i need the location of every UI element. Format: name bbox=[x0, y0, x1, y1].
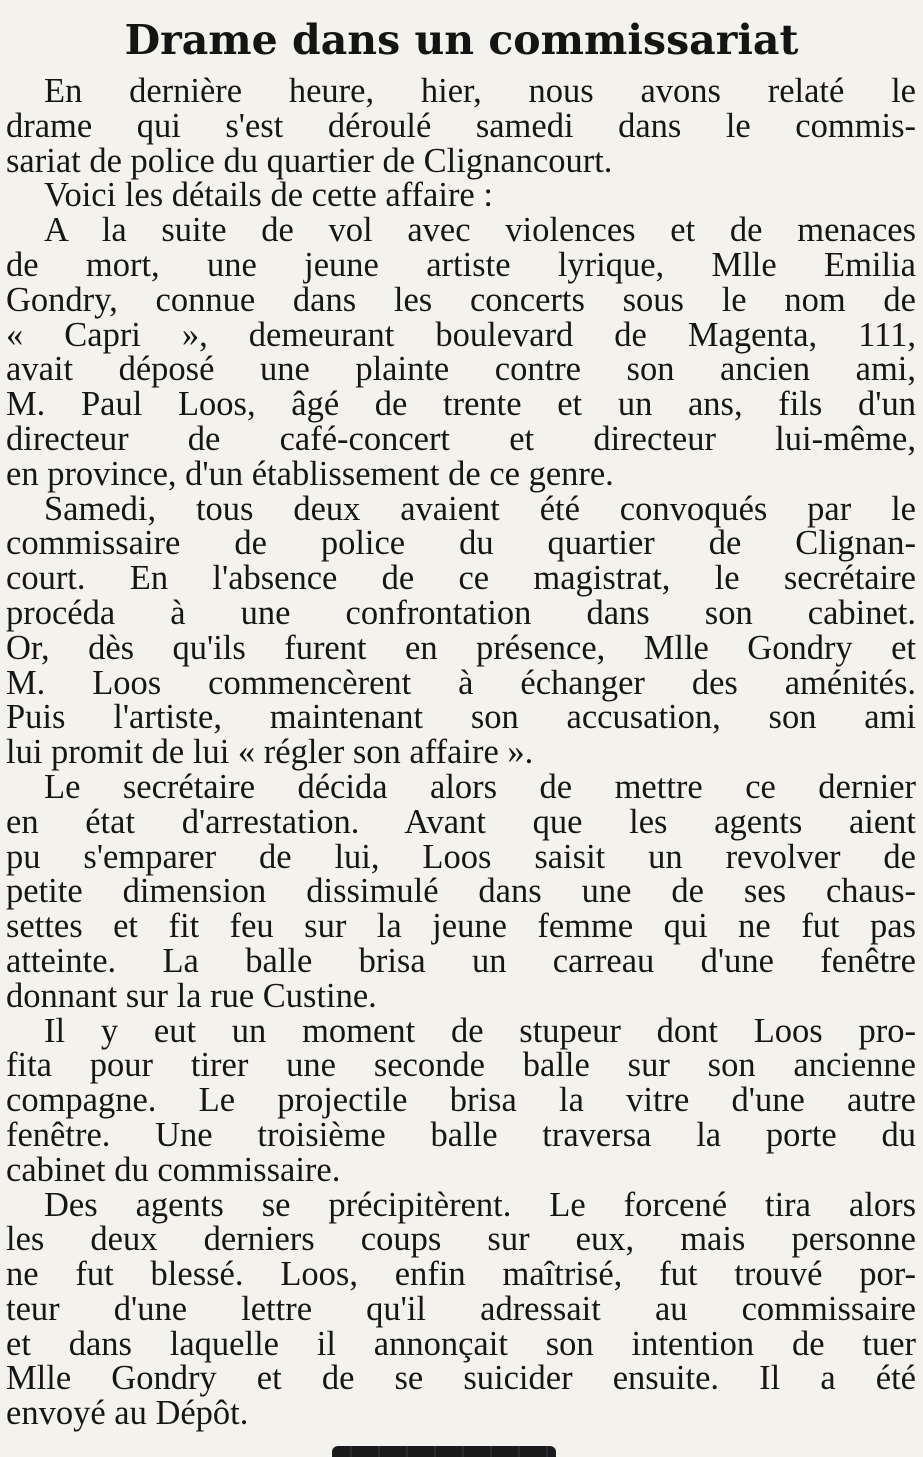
article-line: Gondry, connue dans les concerts sous le nom de bbox=[6, 280, 916, 319]
article-line: atteinte. La balle brisa un carreau d'une fenêtre bbox=[6, 941, 916, 980]
article-line: et dans laquelle il annonçait son intention de tuer bbox=[6, 1324, 916, 1363]
article-line: M. Loos commencèrent à échanger des aménités. bbox=[6, 663, 916, 702]
article-line: M. Paul Loos, âgé de trente et un ans, fils d'un bbox=[6, 385, 916, 424]
article-line: avait déposé une plainte contre son ancien ami, bbox=[6, 350, 916, 389]
article-line: settes et fit feu sur la jeune femme qui ne fut pas bbox=[6, 907, 916, 946]
article-line: envoyé au Dépôt. bbox=[6, 1394, 249, 1433]
article-line: Des agents se précipitèrent. Le forcené tira alors bbox=[44, 1185, 916, 1224]
article-line: cabinet du commissaire. bbox=[6, 1150, 341, 1189]
article-line: Samedi, tous deux avaient été convoqués par le bbox=[44, 489, 916, 528]
article-line: en province, d'un établissement de ce genre. bbox=[6, 454, 614, 493]
article-line: Or, dès qu'ils furent en présence, Mlle Gondry et bbox=[6, 628, 916, 667]
article-line: commissaire de police du quartier de Clignan- bbox=[6, 524, 916, 563]
article-line: ne fut blessé. Loos, enfin maîtrisé, fut trouvé por- bbox=[6, 1255, 916, 1294]
article-line: les deux derniers coups sur eux, mais personne bbox=[6, 1220, 916, 1259]
article-line: Il y eut un moment de stupeur dont Loos pro- bbox=[44, 1011, 916, 1050]
article-title: Drame dans un commissariat bbox=[124, 16, 799, 64]
article-line: Voici les détails de cette affaire : bbox=[44, 176, 493, 215]
article-line: Puis l'artiste, maintenant son accusation, son ami bbox=[6, 698, 916, 737]
article-line: sariat de police du quartier de Clignancourt. bbox=[6, 141, 613, 180]
article-line: lui promit de lui « régler son affaire ». bbox=[6, 733, 534, 772]
article-line: donnant sur la rue Custine. bbox=[6, 976, 377, 1015]
article-line: Le secrétaire décida alors de mettre ce dernier bbox=[44, 767, 916, 806]
article-line: drame qui s'est déroulé samedi dans le commis- bbox=[6, 106, 916, 145]
separator-rule bbox=[332, 1446, 556, 1457]
article-body bbox=[6, 74, 916, 1431]
article-line: petite dimension dissimulé dans une de ses chaus- bbox=[6, 872, 916, 911]
article-line: fenêtre. Une troisième balle traversa la porte du bbox=[6, 1115, 916, 1154]
article-line: fita pour tirer une seconde balle sur son ancienne bbox=[6, 1046, 916, 1085]
article-line: pu s'emparer de lui, Loos saisit un revolver de bbox=[6, 837, 916, 876]
article-line: en état d'arrestation. Avant que les agents aient bbox=[6, 802, 916, 841]
article-line: Mlle Gondry et de se suicider ensuite. Il a été bbox=[6, 1359, 916, 1398]
article-line: « Capri », demeurant boulevard de Magenta, 111, bbox=[6, 315, 916, 354]
article-line: En dernière heure, hier, nous avons relaté le bbox=[44, 72, 916, 110]
article-line: de mort, une jeune artiste lyrique, Mlle Emilia bbox=[6, 245, 916, 284]
article-line: court. En l'absence de ce magistrat, le secrétaire bbox=[6, 559, 916, 598]
article-line: procéda à une confrontation dans son cabinet. bbox=[6, 593, 916, 632]
article-line: compagne. Le projectile brisa la vitre d'une autre bbox=[6, 1081, 916, 1120]
article-line: A la suite de vol avec violences et de menaces bbox=[44, 211, 916, 250]
article-line: teur d'une lettre qu'il adressait au commissaire bbox=[6, 1289, 916, 1328]
article-line: directeur de café-concert et directeur lui-même, bbox=[6, 419, 916, 458]
